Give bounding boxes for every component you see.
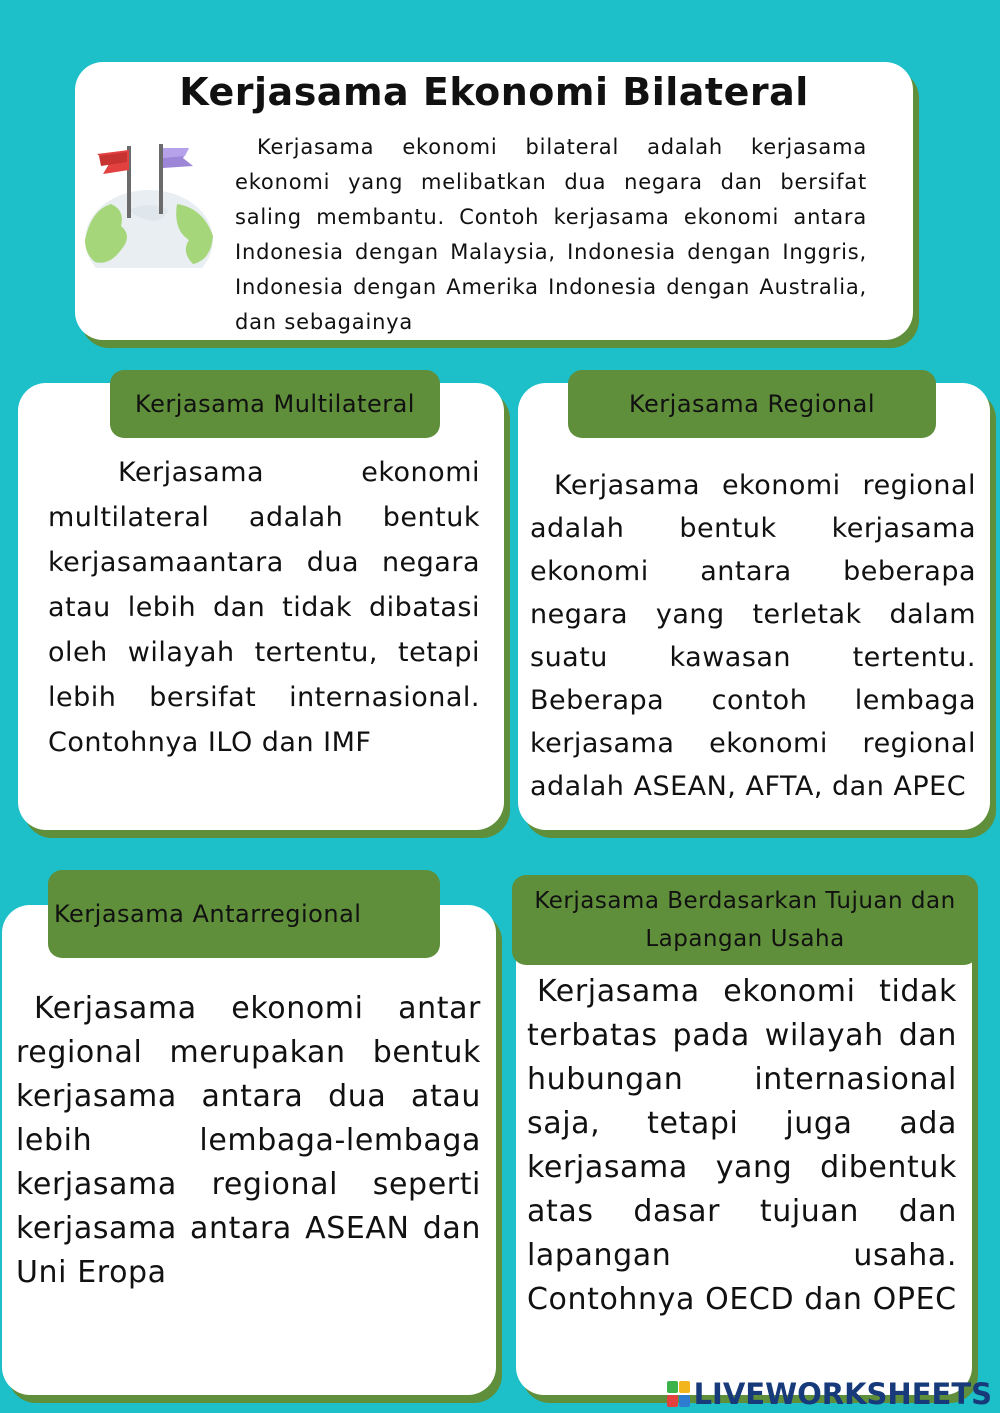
multilateral-description: Kerjasama ekonomi multilateral adalah bentuk kerjasamaantara dua negara atau lebih dan tidak dibatasi oleh wilayah tertentu, tetapi lebih bersifat internasional. Contohnya ILO dan IMF	[48, 457, 480, 758]
liveworksheets-logo-icon	[666, 1379, 692, 1409]
page-title: Kerjasama Ekonomi Bilateral	[179, 70, 809, 114]
tujuan-description: Kerjasama ekonomi tidak terbatas pada wilayah dan hubungan internasional saja, tetapi juga ada kerjasama yang dibentuk atas dasar tujuan dan lapangan usaha. Contohnya OECD dan OPEC	[527, 974, 957, 1317]
globe-with-flags-icon	[81, 140, 217, 268]
liveworksheets-watermark	[666, 1377, 992, 1411]
regional-description: Kerjasama ekonomi regional adalah bentuk kerjasama ekonomi antara beberapa negara yang terletak dalam suatu kawasan tertentu. Beberapa contoh lembaga kerjasama ekonomi regional adalah ASEAN, AFTA, dan APEC	[530, 470, 976, 802]
tujuan-title: Kerjasama Berdasarkan Tujuan dan Lapangan Usaha	[512, 875, 978, 965]
watermark-text: LIVEWORKSHEETS	[693, 1377, 992, 1411]
antarregional-description: Kerjasama ekonomi antar regional merupakan bentuk kerjasama antara dua atau lebih lembaga-lembaga kerjasama regional seperti kerjasama antara ASEAN dan Uni Eropa	[16, 991, 481, 1290]
bilateral-card	[75, 62, 913, 340]
bilateral-description: Kerjasama ekonomi bilateral adalah kerjasama ekonomi yang melibatkan dua negara dan bersifat saling membantu. Contoh kerjasama ekonomi antara Indonesia dengan Malaysia, Indonesia dengan Inggris, Indonesia dengan Amerika Indonesia dengan Australia, dan sebagainya	[235, 135, 867, 334]
antarregional-title: Kerjasama Antarregional	[48, 870, 440, 958]
regional-title: Kerjasama Regional	[568, 370, 936, 438]
multilateral-title: Kerjasama Multilateral	[110, 370, 440, 438]
